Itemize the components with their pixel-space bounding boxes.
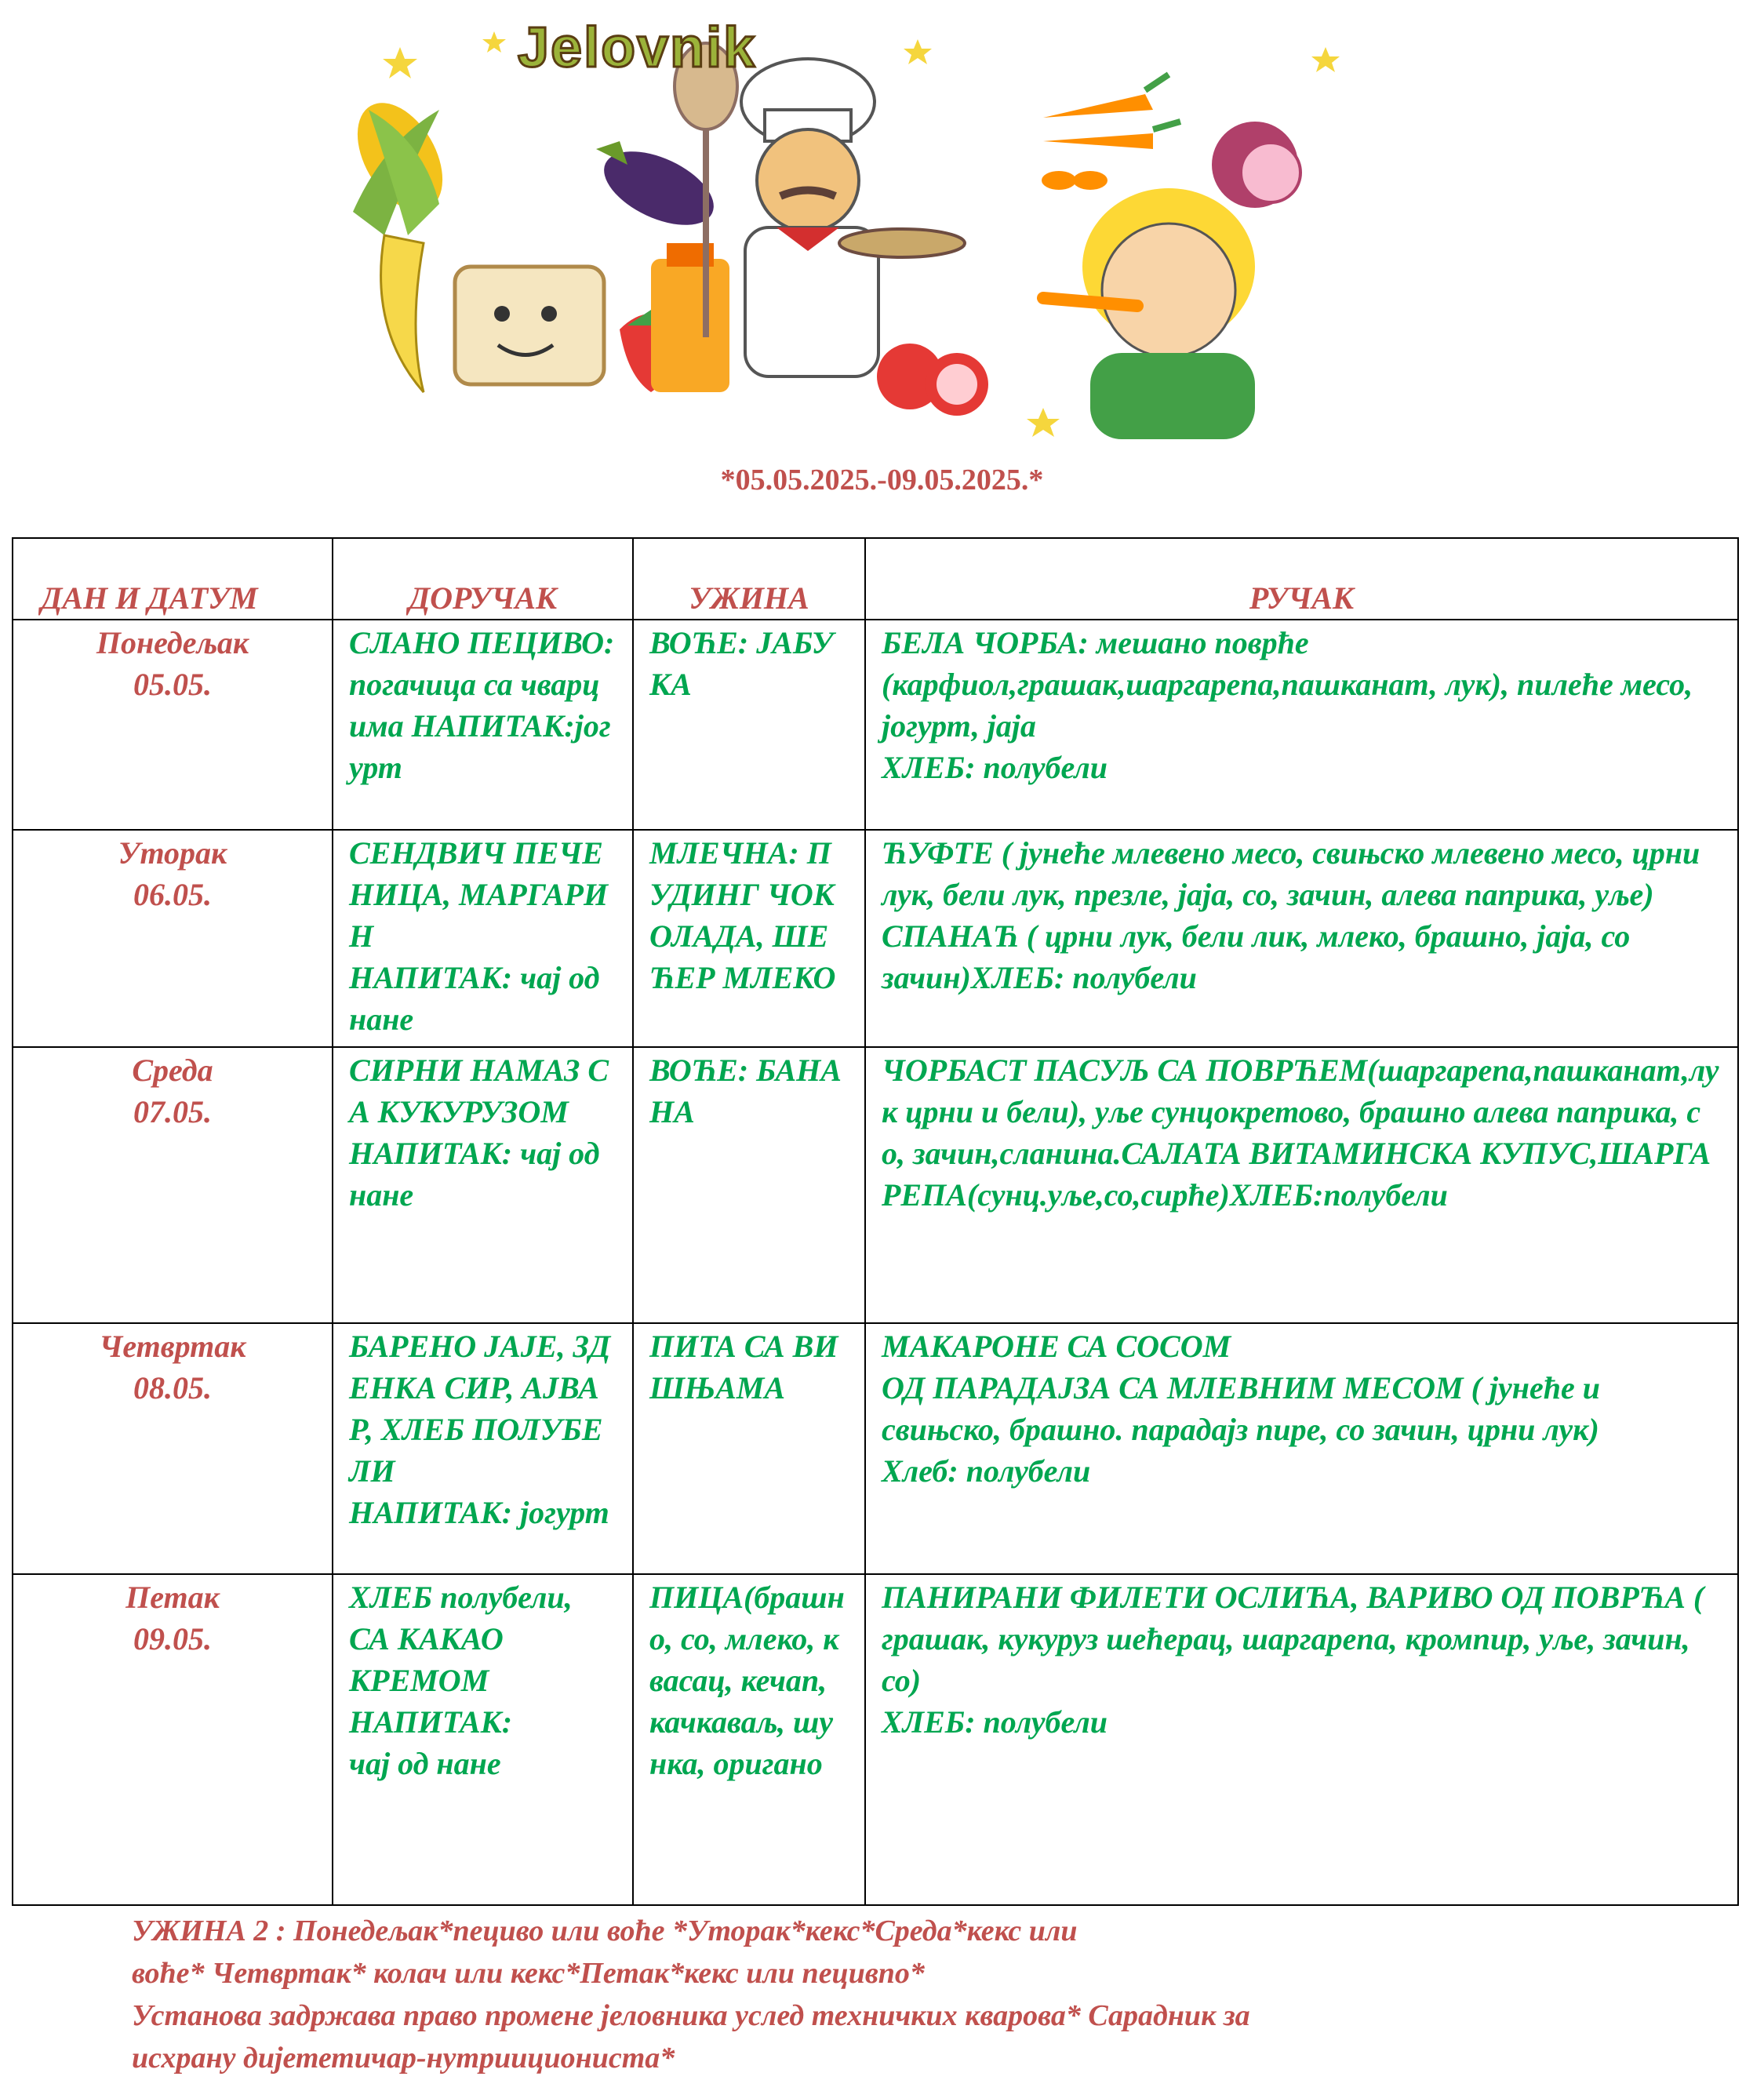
day-cell — [13, 1574, 333, 1905]
lunch-cell: МАКАРОНЕ СА СОСОМ ОД ПАРАДАЈЗА СА МЛЕВНИМ МЕСОМ ( јунеће и свињско, брашно. парадајз пире, со зачин, црни лук) Хлеб: полубели — [865, 1323, 1738, 1574]
table-row — [13, 1323, 1738, 1574]
lunch-cell: БЕЛА ЧОРБА: мешано поврће (карфиол,грашак,шаргарепа,пашканат, лук), пилеће месо, јогурт, јаја ХЛЕБ: полубели — [865, 620, 1738, 830]
footer-line: Установа задржава право промене јеловника услед техничких кварова* Сарадник за — [132, 1999, 1250, 2032]
onion-icon — [1212, 122, 1300, 208]
breakfast-cell: БАРЕНО ЈАЈЕ, ЗДЕНКА СИР, АЈВАР, ХЛЕБ ПОЛУБЕЛИ НАПИТАК: јогурт — [333, 1323, 633, 1574]
footer-line: исхрану дијететичар-нутриициониста* — [132, 2042, 675, 2075]
snack-cell: ВОЋЕ: БАНАНА — [633, 1047, 865, 1323]
lunch-cell: ПАНИРАНИ ФИЛЕТИ ОСЛИЋА, ВАРИВО ОД ПОВРЋА ( грашак, кукуруз шећерац, шаргарепа, кромпир, уље, зачин, со) ХЛЕБ: полубели — [865, 1574, 1738, 1905]
lunch-cell: ЧОРБАСТ ПАСУЉ СА ПОВРЋЕМ(шаргарепа,пашканат,лук црни и бели), уље сунцокретово, брашно алева паприка, со, зачин,сланина.САЛАТА ВИТАМИНСКА КУПУС,ШАРГАРЕПА(сунц.уље,со,сирће)ХЛЕБ:полубели — [865, 1047, 1738, 1323]
footer-notes — [132, 1910, 1622, 2079]
header-breakfast: ДОРУЧАК — [333, 538, 633, 620]
banana-icon — [381, 235, 424, 392]
snack-cell: ПИЦА(брашно, со, млеко, квасац, кечап, качкаваљ, шунка, оригано — [633, 1574, 865, 1905]
header-snack: УЖИНА — [633, 538, 865, 620]
footer-line: УЖИНА 2 : Понедељак*пециво или воће *Уторак*кекс*Среда*кекс или — [132, 1915, 1078, 1947]
day-date: 08.05. — [133, 1370, 212, 1405]
day-name: Четвртак — [99, 1329, 246, 1364]
tomato-icon — [877, 344, 988, 416]
bread-icon — [455, 267, 604, 384]
snack-cell: ПИТА СА ВИШЊАМА — [633, 1323, 865, 1574]
date-range: *05.05.2025.-09.05.2025.* — [720, 464, 1044, 496]
juice-icon — [651, 243, 729, 392]
header-lunch: РУЧАК — [865, 538, 1738, 620]
day-date: 05.05. — [133, 667, 212, 702]
table-header-row — [13, 538, 1738, 620]
day-cell — [13, 1323, 333, 1574]
day-name: Петак — [125, 1580, 220, 1615]
table-row — [13, 1574, 1738, 1905]
menu-table — [12, 537, 1739, 1906]
table-row — [13, 830, 1738, 1047]
logo-title: Jelovnik — [518, 16, 757, 79]
table-row — [13, 620, 1738, 830]
breakfast-cell: ХЛЕБ полубели, СА КАКАО КРЕМОМ НАПИТАК: чај од нане — [333, 1574, 633, 1905]
table-row — [13, 1047, 1738, 1323]
day-name: Понедељак — [96, 625, 249, 660]
day-name: Среда — [132, 1053, 213, 1088]
day-date: 06.05. — [133, 877, 212, 912]
breakfast-cell: СЛАНО ПЕЦИВО:погачица са чварцима НАПИТАК:јогурт — [333, 620, 633, 830]
day-name: Уторак — [118, 835, 227, 871]
header-day: ДАН И ДАТУМ — [13, 538, 333, 620]
boy-icon — [1043, 188, 1255, 439]
breakfast-cell: СЕНДВИЧ ПЕЧЕНИЦА, МАРГАРИН НАПИТАК: чај од нане — [333, 830, 633, 1047]
day-cell — [13, 830, 333, 1047]
footer-line: воће* Четвртак* колач или кекс*Петак*кекс или пецивпо* — [132, 1957, 925, 1990]
day-date: 07.05. — [133, 1094, 212, 1129]
lunch-cell: ЋУФТЕ ( јунеће млевено месо, свињско млевено месо, црни лук, бели лук, презле, јаја, со, зачин, алева паприка, уље) СПАНАЋ ( црни лук, бели лик, млеко, брашно, јаја, со зачин)ХЛЕБ: полубели — [865, 830, 1738, 1047]
corn-icon — [340, 89, 460, 235]
header-illustration — [337, 0, 1373, 439]
breakfast-cell: СИРНИ НАМАЗ СА КУКУРУЗОМ НАПИТАК: чај од нане — [333, 1047, 633, 1323]
day-cell — [13, 620, 333, 830]
day-cell — [13, 1047, 333, 1323]
snack-cell: ВОЋЕ: ЈАБУКА — [633, 620, 865, 830]
snack-cell: МЛЕЧНА: ПУДИНГ ЧОКОЛАДА, ШЕЋЕР МЛЕКО — [633, 830, 865, 1047]
day-date: 09.05. — [133, 1621, 212, 1656]
carrot-icon — [1042, 75, 1180, 190]
